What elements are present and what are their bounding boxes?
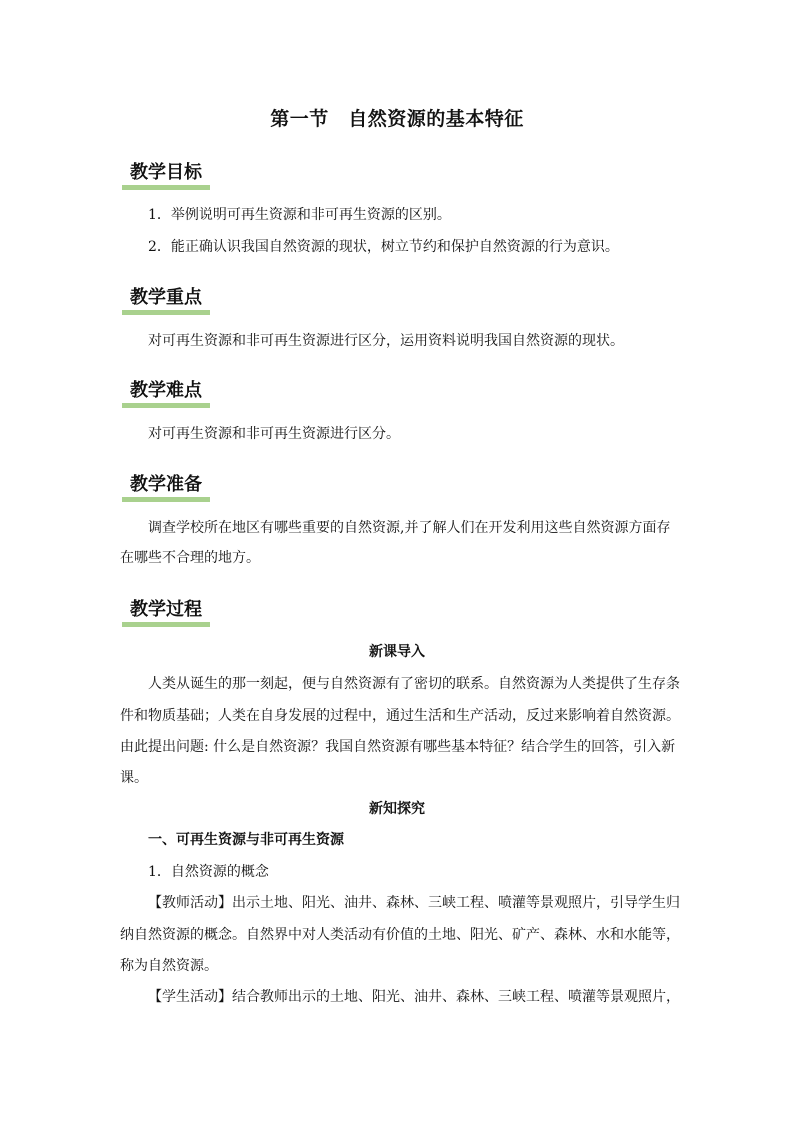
teacher-activity-line-2: 纳自然资源的概念。自然界中对人类活动有价值的土地、阳光、矿产、森林、水和水能等， — [120, 927, 680, 943]
goal-item-2: 2．能正确认识我国自然资源的现状，树立节约和保护自然资源的行为意识。 — [148, 239, 619, 255]
subheading-renewable: 一、可再生资源与非可再生资源 — [148, 832, 344, 848]
document-title: 第一节 自然资源的基本特征 — [270, 108, 524, 130]
heading-underline — [122, 497, 210, 502]
intro-line-4: 课。 — [120, 770, 148, 786]
preparation-line-2: 在哪些不合理的地方。 — [120, 550, 260, 566]
section-heading-goals: 教学目标 — [122, 160, 210, 190]
heading-underline — [122, 310, 210, 315]
intro-title: 新课导入 — [369, 644, 425, 660]
section-heading-key-points: 教学重点 — [122, 285, 210, 315]
heading-underline — [122, 622, 210, 627]
goal-item-1: 1．举例说明可再生资源和非可再生资源的区别。 — [148, 207, 451, 223]
explore-title: 新知探究 — [369, 801, 425, 817]
teacher-activity-line-1: 【教师活动】出示土地、阳光、油井、森林、三峡工程、喷灌等景观照片，引导学生归 — [148, 895, 680, 911]
heading-underline — [122, 403, 210, 408]
section-heading-preparation: 教学准备 — [122, 472, 210, 502]
item-natural-resource-concept: 1．自然资源的概念 — [148, 864, 269, 880]
difficulties-text: 对可再生资源和非可再生资源进行区分。 — [148, 426, 400, 442]
section-heading-process: 教学过程 — [122, 597, 210, 627]
intro-line-2: 件和物质基础；人类在自身发展的过程中，通过生活和生产活动，反过来影响着自然资源。 — [120, 708, 680, 724]
teacher-activity-line-3: 称为自然资源。 — [120, 958, 218, 974]
section-heading-difficulties: 教学难点 — [122, 378, 210, 408]
key-points-text: 对可再生资源和非可再生资源进行区分，运用资料说明我国自然资源的现状。 — [148, 333, 624, 349]
preparation-line-1: 调查学校所在地区有哪些重要的自然资源,并了解人们在开发利用这些自然资源方面存 — [148, 520, 671, 536]
heading-underline — [122, 185, 210, 190]
intro-line-3: 由此提出问题: 什么是自然资源？我国自然资源有哪些基本特征？结合学生的回答，引入新 — [120, 739, 676, 755]
intro-line-1: 人类从诞生的那一刻起，便与自然资源有了密切的联系。自然资源为人类提供了生存条 — [148, 676, 680, 692]
student-activity-line-1: 【学生活动】结合教师出示的土地、阳光、油井、森林、三峡工程、喷灌等景观照片， — [148, 989, 680, 1005]
